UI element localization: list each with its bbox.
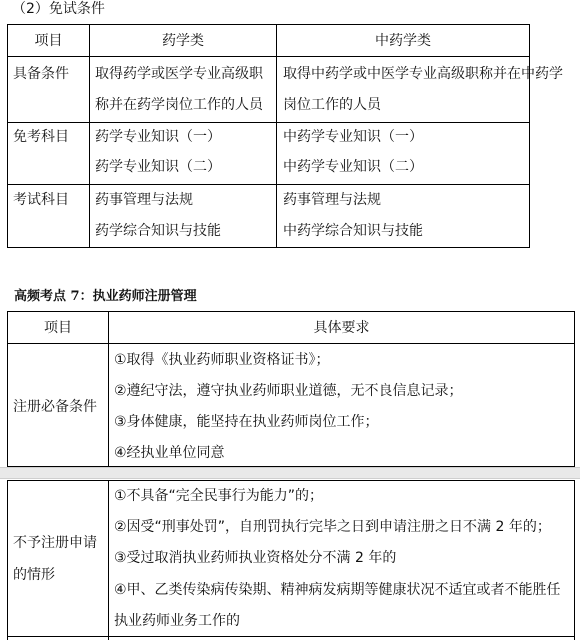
cell-text: 药事管理与法规 [283, 192, 381, 208]
cell-text: 取得中药学或中医学专业高级职称并在中药学 [283, 66, 563, 82]
row-label-exempt-subjects: 免考科目 [13, 129, 69, 145]
cell-text: 中药学综合知识与技能 [283, 223, 423, 239]
requirement-item: ①取得《执业药师职业资格证书》； [114, 352, 330, 368]
requirement-item: ②遵纪守法，遵守执业药师职业道德，无不良信息记录； [114, 383, 463, 399]
cell-text: 药学专业知识（二） [95, 159, 221, 175]
section-heading-exemption: （2）免试条件 [12, 1, 105, 17]
header-requirements: 具体要求 [313, 320, 370, 336]
row-label-exam-subjects: 考试科目 [13, 192, 69, 208]
header-item: 项目 [44, 320, 72, 336]
refusal-item: 执业药师业务工作的 [114, 613, 240, 629]
row-label-requirements: 具备条件 [13, 66, 69, 82]
requirement-item: ④经执业单位同意 [114, 445, 225, 461]
requirement-item: ③身体健康，能坚持在执业药师岗位工作； [114, 414, 379, 430]
refusal-item: ①不具备“完全民事行为能力”的； [114, 488, 324, 504]
cell-text: 取得药学或医学专业高级职 [95, 66, 263, 82]
row-label-registration-conditions: 注册必备条件 [13, 399, 97, 415]
refusal-item: ②因受“刑事处罚”，自刑罚执行完毕之日到申请注册之日不满 2 年的； [114, 519, 551, 535]
refusal-item: ③受过取消执业药师执业资格处分不满 2 年的 [114, 550, 397, 566]
header-item: 项目 [34, 33, 63, 49]
cell-text: 药事管理与法规 [95, 192, 193, 208]
cell-text: 中药学专业知识（二） [283, 159, 423, 175]
cell-text: 药学综合知识与技能 [95, 223, 221, 239]
header-tcm: 中药学类 [375, 33, 431, 49]
row-label-refusal: 不予注册申请 [13, 535, 97, 551]
refusal-item: ④甲、乙类传染病传染期、精神病发病期等健康状况不适宜或者不能胜任 [114, 582, 561, 598]
row-label-refusal-cont: 的情形 [13, 567, 55, 583]
section-heading-registration: 高频考点 7：执业药师注册管理 [14, 289, 197, 304]
cell-text: 称并在药学岗位工作的人员 [95, 97, 263, 113]
cell-text: 中药学专业知识（一） [283, 129, 423, 145]
cell-text: 岗位工作的人员 [283, 97, 381, 113]
cell-text: 药学专业知识（一） [95, 129, 221, 145]
header-pharmacy: 药学类 [162, 33, 204, 49]
